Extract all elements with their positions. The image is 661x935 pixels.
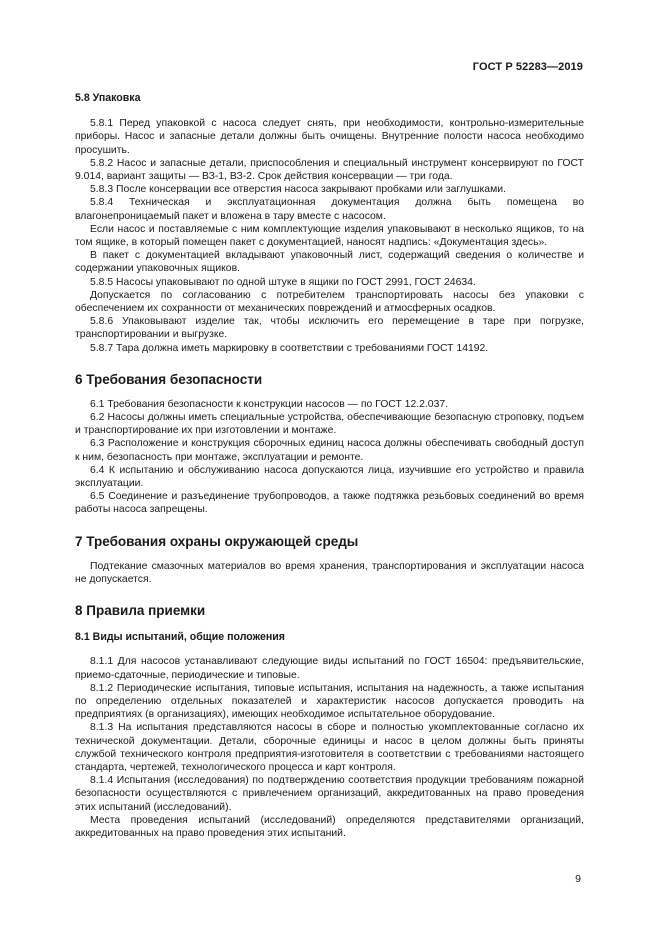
paragraph-5-8-4-packing-list: В пакет с документацией вкладывают упаковочный лист, содержащий сведения о количестве и содержании упаковочных ящиков. — [75, 250, 584, 275]
paragraph-6-3: 6.3 Расположение и конструкция сборочных единиц насоса должны обеспечивать свободный доступ к ним, безопасность при монтаже, эксплуатации и ремонте. — [75, 438, 584, 463]
paragraph-6-2: 6.2 Насосы должны иметь специальные устройства, обеспечивающие безопасную строповку, подъем и транспортирование их при изготовлении и монтаже. — [75, 412, 584, 437]
document-header-id: ГОСТ Р 52283—2019 — [472, 61, 583, 73]
paragraph-6-4: 6.4 К испытанию и обслуживанию насоса допускаются лица, изучившие его устройство и правила эксплуатации. — [75, 464, 584, 490]
section-7-title: 7 Требования охраны окружающей среды — [75, 533, 359, 549]
paragraph-8-1-1: 8.1.1 Для насосов устанавливают следующие виды испытаний по ГОСТ 16504: предъявительские, приемо-сдаточные, периодические и типовые. — [75, 656, 584, 681]
section-6-title: 6 Требования безопасности — [75, 371, 263, 387]
paragraph-6-5: 6.5 Соединение и разъединение трубопроводов, а также подтяжка резьбовых соединений во время работы насоса запрещены. — [75, 491, 584, 516]
paragraph-7-1: Подтекание смазочных материалов во время хранения, транспортирования и эксплуатации насоса не допускается. — [75, 560, 584, 585]
paragraph-5-8-4: 5.8.4 Техническая и эксплуатационная документация должна быть помещена во влагонепроницаемый пакет и вложена в тару вместе с насосом. — [75, 197, 584, 222]
document-body — [75, 92, 584, 840]
page-number: 9 — [575, 873, 581, 885]
paragraph-8-1-3: 8.1.3 На испытания представляются насосы в сборе и полностью укомплектованные согласно их технической документации. Детали, сборочные единицы и насос в целом должны быть приняты службой технического контроля предприятия-изготовителя в соответствии с требованиями настоящего стандарта, чертежей, технологического процесса и карт контроля. — [75, 722, 584, 773]
paragraph-5-8-5: 5.8.5 Насосы упаковывают по одной штуке в ящики по ГОСТ 2991, ГОСТ 24634. — [90, 276, 476, 288]
paragraph-5-8-3: 5.8.3 После консервации все отверстия насоса закрывают пробками или заглушками. — [90, 184, 506, 196]
section-8-title: 8 Правила приемки — [75, 603, 206, 619]
paragraph-8-1-4: 8.1.4 Испытания (исследования) по подтверждению соответствия продукции требованиям пожарной безопасности осуществляются с привлечением организаций, аккредитованных на право проведения этих испытаний (исследований). — [75, 775, 584, 813]
paragraph-5-8-2: 5.8.2 Насос и запасные детали, приспособления и специальный инструмент консервируют по ГОСТ 9.014, вариант защиты — ВЗ-1, ВЗ-2. Срок действия консервации — три года. — [75, 157, 584, 183]
paragraph-5-8-5-no-packing: Допускается по согласованию с потребителем транспортировать насосы без упаковки с обеспечением их сохранности от механических повреждений и атмосферных осадков. — [75, 289, 584, 315]
paragraph-8-1-4-places: Места проведения испытаний (исследований) определяются представителями организаций, аккредитованных на право проведения этих испытаний. — [75, 814, 584, 839]
paragraph-5-8-4-boxes: Если насос и поставляемые с ним комплектующие изделия упаковывают в несколько ящиков, то на том ящике, в который помещен пакет с документацией, наносят надпись: «Документация здесь». — [75, 223, 584, 249]
paragraph-5-8-6: 5.8.6 Упаковывают изделие так, чтобы исключить его перемещение в таре при погрузке, транспортировании и выгрузке. — [75, 316, 584, 341]
section-5-8-title: 5.8 Упаковка — [75, 92, 141, 104]
paragraph-6-1: 6.1 Требования безопасности к конструкции насосов — по ГОСТ 12.2.037. — [90, 398, 449, 410]
paragraph-5-8-1: 5.8.1 Перед упаковкой с насоса следует снять, при необходимости, контрольно-измерительные приборы. Насос и запасные детали должны быть очищены. Внутренние полости насоса необходимо просушить. — [75, 118, 584, 156]
paragraph-8-1-2: 8.1.2 Периодические испытания, типовые испытания, испытания на надежность, а также испытания по определению отдельных показателей и характеристик насосов допускается проводить на предприятиях (в организациях), имеющих необходимое испытательное оборудование. — [75, 682, 584, 721]
paragraph-5-8-7: 5.8.7 Тара должна иметь маркировку в соответствии с требованиями ГОСТ 14192. — [90, 342, 489, 354]
section-8-1-title: 8.1 Виды испытаний, общие положения — [75, 631, 285, 644]
